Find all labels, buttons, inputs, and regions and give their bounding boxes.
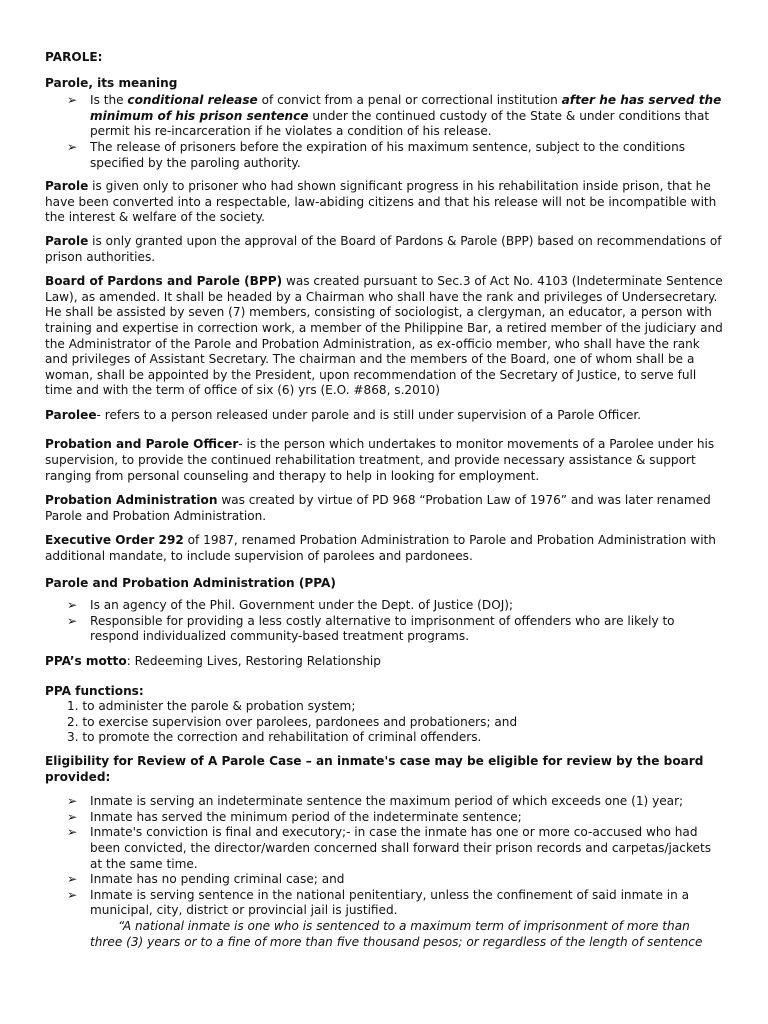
list-item: ➢ Responsible for providing a less costly alternative to imprisonment of offenders who are likely to respond individualized community-based treatment programs. [67, 613, 675, 644]
ppa-motto: PPA’s motto: Redeeming Lives, Restoring Relationship [45, 654, 381, 668]
ppa-list [45, 598, 725, 645]
paragraph-parolee: Parolee- refers to a person released under parole and is still under supervision of a Parole Officer. [45, 407, 642, 422]
section-heading-functions: PPA functions: [45, 683, 144, 698]
paragraph-probation-administration: Probation Administration was created by virtue of PD 968 “Probation Law of 1976” and was later renamed Parole and Probation Administration. [45, 493, 711, 523]
meaning-list [45, 93, 725, 171]
list-item: ➢ The release of prisoners before the expiration of his maximum sentence, subject to the conditions specified by the paroling authority. [67, 139, 686, 170]
arrow-bullet-icon: ➢ [67, 139, 78, 154]
document-page [45, 50, 725, 950]
document-title: PAROLE: [45, 50, 103, 64]
list-item: 3. to promote the correction and rehabilitation of criminal offenders. [67, 730, 482, 745]
eligibility-list [45, 794, 725, 919]
section-heading-meaning: Parole, its meaning [45, 75, 178, 90]
list-item: ➢ Inmate's conviction is final and executory;- in case the inmate has one or more co-accused who had been convicted, the director/warden concerned shall forward their prison records and carpetas/jackets at the same time. [67, 825, 712, 871]
list-item: ➢ Inmate is serving sentence in the national penitentiary, unless the confinement of said inmate in a municipal, city, district or provincial jail is justified. [67, 887, 690, 918]
list-item: ➢ Is the conditional release of convict from a penal or correctional institution after he has served the minimum of his prison sentence under the continued custody of the State & under conditions that permit his re-incarceration if he violates a condition of his release. [67, 93, 722, 139]
section-heading-eligibility: Eligibility for Review of A Parole Case – an inmate's case may be eligible for review by the board provided: [45, 753, 704, 784]
paragraph-parole-officer: Probation and Parole Officer- is the person which undertakes to monitor movements of a Parolee under his supervision, to provide the continued rehabilitation treatment, and provide necessary assistance & support ranging from personal counseling and therapy to help in looking for employment. [45, 437, 715, 483]
list-item: 1. to administer the parole & probation system; [67, 699, 356, 714]
paragraph-executive-order: Executive Order 292 of 1987, renamed Probation Administration to Parole and Probation Administration with additional mandate, to include supervision of parolees and pardonees. [45, 533, 716, 564]
arrow-bullet-icon: ➢ [67, 887, 78, 902]
arrow-bullet-icon: ➢ [67, 794, 78, 809]
section-heading-ppa: Parole and Probation Administration (PPA) [45, 575, 336, 590]
list-item: ➢ Inmate has no pending criminal case; and [67, 872, 345, 887]
arrow-bullet-icon: ➢ [67, 93, 78, 108]
national-inmate-quote: “A national inmate is one who is sentenced to a maximum term of imprisonment of more than three (3) years or to a fine of more than five thousand pesos; or regardless of the length of sentence [90, 918, 703, 949]
list-item: ➢ Inmate has served the minimum period of the indeterminate sentence; [67, 809, 522, 824]
arrow-bullet-icon: ➢ [67, 825, 78, 840]
arrow-bullet-icon: ➢ [67, 613, 78, 628]
arrow-bullet-icon: ➢ [67, 872, 78, 887]
functions-list [45, 699, 725, 746]
arrow-bullet-icon: ➢ [67, 598, 78, 613]
arrow-bullet-icon: ➢ [67, 809, 78, 824]
paragraph-bpp: Board of Pardons and Parole (BPP) was created pursuant to Sec.3 of Act No. 4103 (Indeterminate Sentence Law), as amended. It shall be headed by a Chairman who shall have the rank and privileges of Undersecretary. He shall be assisted by seven (7) members, consisting of sociologist, a clergyman, an educator, a person with training and expertise in correction work, a member of the Philippine Bar, a retired member of the judiciary and the Administrator of the Parole and Probation Administration, as ex-officio member, who shall have the rank and privileges of Assistant Secretary. The chairman and the members of the Board, one of whom shall be a woman, shall be appointed by the President, upon recommendation of the Secretary of Justice, to serve full time and with the term of office of six (6) yrs (E.O. #868, s.2010) [45, 274, 723, 398]
paragraph-parole-granted: Parole is only granted upon the approval of the Board of Pardons & Parole (BPP) based on recommendations of prison authorities. [45, 233, 722, 264]
paragraph-parole-given: Parole is given only to prisoner who had shown significant progress in his rehabilitation inside prison, that he have been converted into a respectable, law-abiding citizens and that his release will not be incompatible with the interest & welfare of the society. [45, 179, 717, 225]
list-item: ➢ Is an agency of the Phil. Government under the Dept. of Justice (DOJ); [67, 598, 514, 613]
list-item: ➢ Inmate is serving an indeterminate sentence the maximum period of which exceeds one (1) year; [67, 794, 684, 809]
list-item: 2. to exercise supervision over parolees, pardonees and probationers; and [67, 714, 518, 729]
